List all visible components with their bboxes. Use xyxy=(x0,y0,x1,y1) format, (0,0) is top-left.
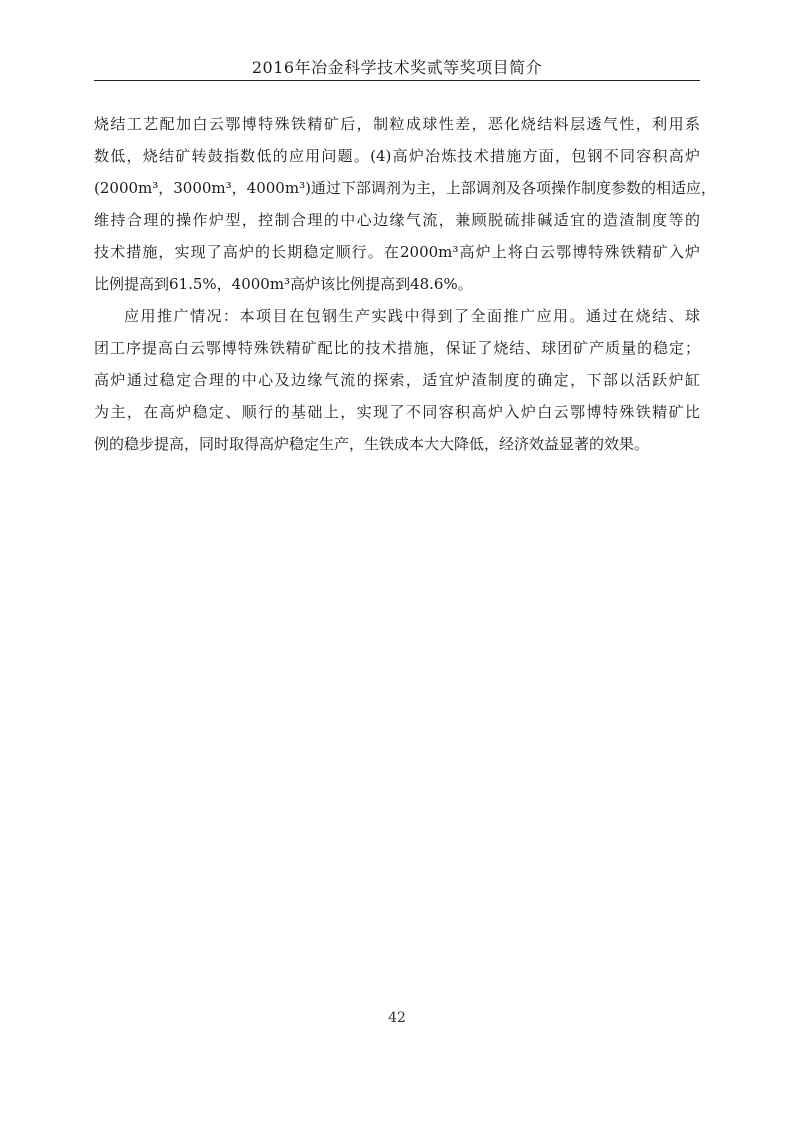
text-line: 技术措施，实现了高炉的长期稳定顺行。在2000m³高炉上将白云鄂博特殊铁精矿入炉 xyxy=(94,243,700,261)
header-divider xyxy=(94,80,700,81)
text-line: 数低，烧结矿转鼓指数低的应用问题。(4)高炉冶炼技术措施方面，包钢不同容积高炉 xyxy=(94,147,700,165)
text-line: 比例提高到61.5%，4000m³高炉该比例提高到48.6%。 xyxy=(94,275,473,293)
text-line: (2000m³，3000m³，4000m³)通过下部调剂为主，上部调剂及各项操作制度参数的相适应， xyxy=(94,179,716,197)
text-line: 高炉通过稳定合理的中心及边缘气流的探索，适宜炉渣制度的确定，下部以活跃炉缸 xyxy=(94,371,700,389)
text-line: 应用推广情况：本项目在包钢生产实践中得到了全面推广应用。通过在烧结、球 xyxy=(124,307,700,325)
text-line: 为主，在高炉稳定、顺行的基础上，实现了不同容积高炉入炉白云鄂博特殊铁精矿比 xyxy=(94,403,700,421)
page-header-title: 2016年冶金科学技术奖贰等奖项目简介 xyxy=(251,58,543,77)
text-line: 例的稳步提高，同时取得高炉稳定生产，生铁成本大大降低，经济效益显著的效果。 xyxy=(94,435,650,453)
text-line: 烧结工艺配加白云鄂博特殊铁精矿后，制粒成球性差，恶化烧结料层透气性，利用系 xyxy=(94,115,700,133)
page-number: 42 xyxy=(388,1010,406,1026)
paragraph-application-promotion xyxy=(94,305,700,465)
text-line: 团工序提高白云鄂博特殊铁精矿配比的技术措施，保证了烧结、球团矿产质量的稳定； xyxy=(94,339,700,357)
text-line: 维持合理的操作炉型，控制合理的中心边缘气流，兼顾脱硫排碱适宜的造渣制度等的 xyxy=(94,211,700,229)
document-body xyxy=(94,113,716,465)
paragraph-technical-measures xyxy=(94,113,716,305)
